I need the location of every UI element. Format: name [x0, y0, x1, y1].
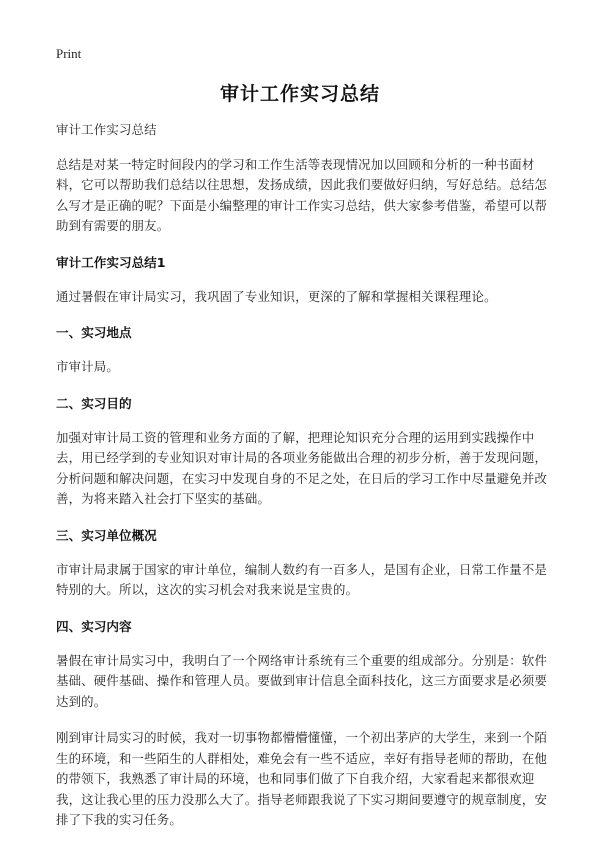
summary-paragraph: 通过暑假在审计局实习，我巩固了专业知识，更深的了解和掌握相关课程理论。: [56, 288, 497, 304]
print-label[interactable]: Print: [56, 46, 82, 61]
document-subtitle: 审计工作实习总结: [56, 122, 157, 137]
internship-content-paragraph-1: 暑假在审计局实习中，我明白了一个网络审计系统有三个重要的组成部分。分别是：软件基础、硬件基础、操作和管理人员。要做到审计信息全面科技化，这三方面要求是必须要达到的。: [56, 652, 548, 709]
section-title: 审计工作实习总结1: [56, 254, 166, 270]
heading-organization-overview: 三、实习单位概况: [56, 527, 157, 543]
internship-content-paragraph-2: 刚到审计局实习的时候，我对一切事物都懵懵懂懂，一个初出茅庐的大学生，来到一个陌生的环境，和一些陌生的人群相处，难免会有一些不适应，幸好有指导老师的帮助，在他的带领下，我熟悉了审计局的环境，也和同事们做了下自我介绍，大家看起来都很欢迎我，这让我心里的压力没那么大了。指导老师跟我说了下实习期间要遵守的规章制度，安排了下我的实习任务。: [56, 730, 548, 827]
heading-internship-location: 一、实习地点: [56, 325, 132, 340]
heading-internship-content: 四、实习内容: [56, 618, 132, 634]
document-body: [56, 120, 556, 847]
organization-overview-paragraph: 市审计局隶属于国家的审计单位，编制人数约有一百多人，是国有企业，日常工作量不是特别的大。所以，这次的实习机会对我来说是宝贵的。: [56, 561, 548, 597]
heading-internship-purpose: 二、实习目的: [56, 395, 132, 411]
document-title: 审计工作实习总结: [219, 83, 380, 105]
intro-paragraph: 总结是对某一特定时间段内的学习和工作生活等表现情况加以回顾和分析的一种书面材料，它可以帮助我们总结以往思想，发扬成绩，因此我们要做好归纳，写好总结。总结怎么写才是正确的呢？下面是小编整理的审计工作实习总结，供大家参考借鉴，希望可以帮助到有需要的朋友。: [56, 156, 548, 233]
internship-location-paragraph: 市审计局。: [56, 359, 119, 374]
internship-purpose-paragraph: 加强对审计局工资的管理和业务方面的了解，把理论知识充分合理的运用到实践操作中去，用已经学到的专业知识对审计局的各项业务能做出合理的初步分析，善于发现问题，分析问题和解决问题，在实习中发现自身的不足之处，在日后的学习工作中尽量避免并改善，为将来踏入社会打下坚实的基础。: [56, 429, 548, 506]
